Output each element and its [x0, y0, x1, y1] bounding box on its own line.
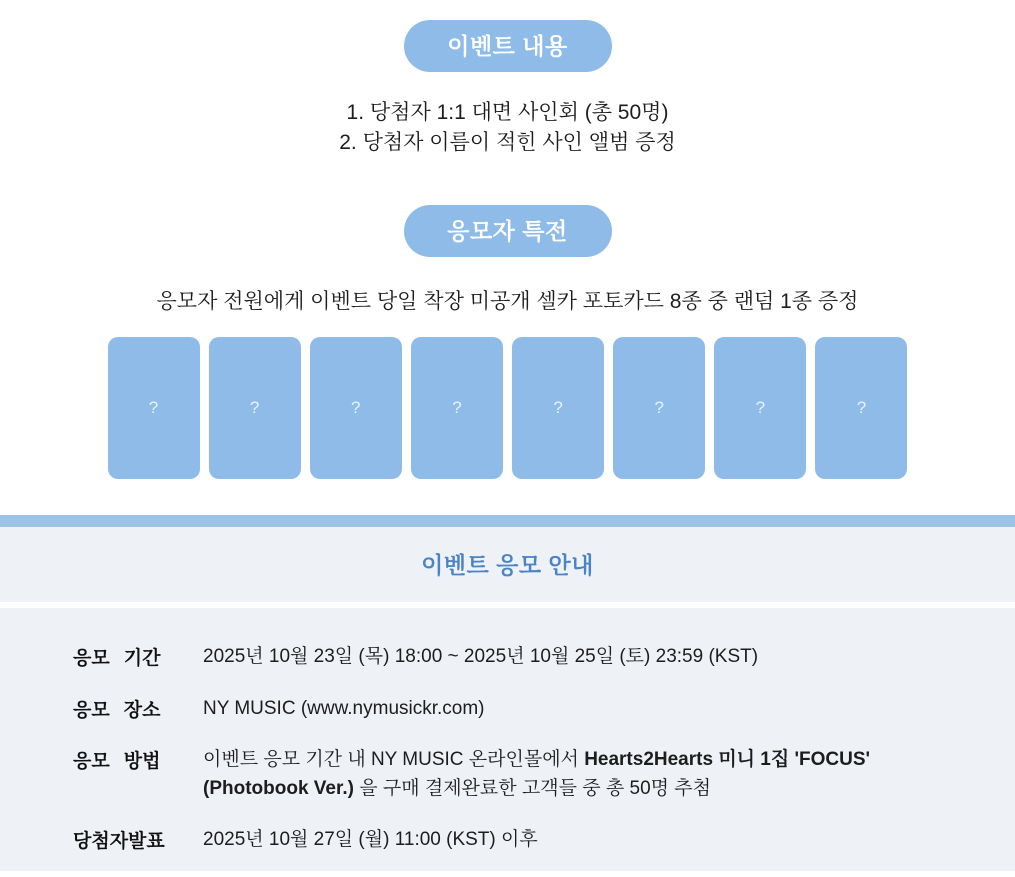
entry-guide-title-underline	[0, 602, 1015, 608]
entry-guide-table	[72, 642, 952, 877]
row-label	[72, 694, 202, 746]
event-content-list	[0, 98, 1015, 159]
entrant-benefit-pill-wrap	[0, 205, 1015, 257]
section-divider-strip	[0, 515, 1015, 527]
photocard	[411, 337, 503, 479]
row-value-post: 을 구매 결제완료한 고객들 중 총 50명 추첨	[353, 777, 711, 799]
row-label	[72, 745, 202, 825]
row-label-b: 기간	[123, 648, 161, 669]
row-value	[202, 745, 952, 825]
photocard-question-mark: ?	[755, 397, 766, 417]
photocard	[108, 337, 200, 479]
table-row	[72, 825, 952, 877]
entry-guide-title: 이벤트 응모 안내	[421, 552, 594, 578]
row-label-b: 장소	[123, 699, 161, 721]
row-value-bold: Hearts2Hearts 미니 1집 'FOCUS' (Photobook Ver.)	[203, 749, 871, 799]
row-label-a: 응모	[73, 751, 110, 772]
list-item: 2. 당첨자 이름이 적힌 사인 앨범 증정	[339, 131, 676, 155]
event-content-pill: 이벤트 내용	[404, 20, 612, 72]
row-label-b: 방법	[123, 751, 161, 772]
list-item: 1. 당첨자 1:1 대면 사인회 (총 50명)	[346, 101, 669, 124]
photocard	[209, 337, 301, 479]
row-label	[72, 825, 202, 877]
photocard	[714, 337, 806, 479]
photocard-question-mark: ?	[148, 397, 159, 417]
photocard-question-mark: ?	[452, 397, 462, 417]
photocard-row	[108, 337, 908, 479]
table-row	[72, 694, 952, 746]
photocard-question-mark: ?	[856, 397, 867, 417]
photocard	[512, 337, 604, 479]
row-value: NY MUSIC (www.nymusickr.com)	[203, 697, 485, 719]
photocard-question-mark: ?	[553, 397, 563, 417]
photocard-question-mark: ?	[351, 397, 361, 417]
photocard	[613, 337, 705, 479]
row-label-a: 응모	[73, 699, 110, 721]
row-value: 2025년 10월 27일 (월) 11:00 (KST) 이후	[203, 829, 538, 850]
photocard	[310, 337, 402, 479]
entrant-benefit-pill: 응모자 특전	[404, 205, 612, 257]
table-row	[72, 745, 952, 825]
row-value-pre: 이벤트 응모 기간 내 NY MUSIC 온라인몰에서	[203, 749, 585, 770]
row-value: 2025년 10월 23일 (목) 18:00 ~ 2025년 10월 25일 (토) 23:59 (KST)	[203, 646, 759, 667]
photocard	[815, 337, 907, 479]
photocard-question-mark: ?	[249, 397, 260, 417]
entrant-benefit-description: 응모자 전원에게 이벤트 당일 착장 미공개 셀카 포토카드 8종 중 랜덤 1종 증정	[156, 289, 859, 313]
row-label-a: 응모	[73, 648, 110, 669]
row-label-a: 당첨자발표	[73, 831, 165, 852]
table-row	[72, 642, 952, 694]
photocard-question-mark: ?	[654, 397, 664, 417]
row-label	[72, 642, 202, 694]
entry-guide-section	[0, 527, 1015, 871]
